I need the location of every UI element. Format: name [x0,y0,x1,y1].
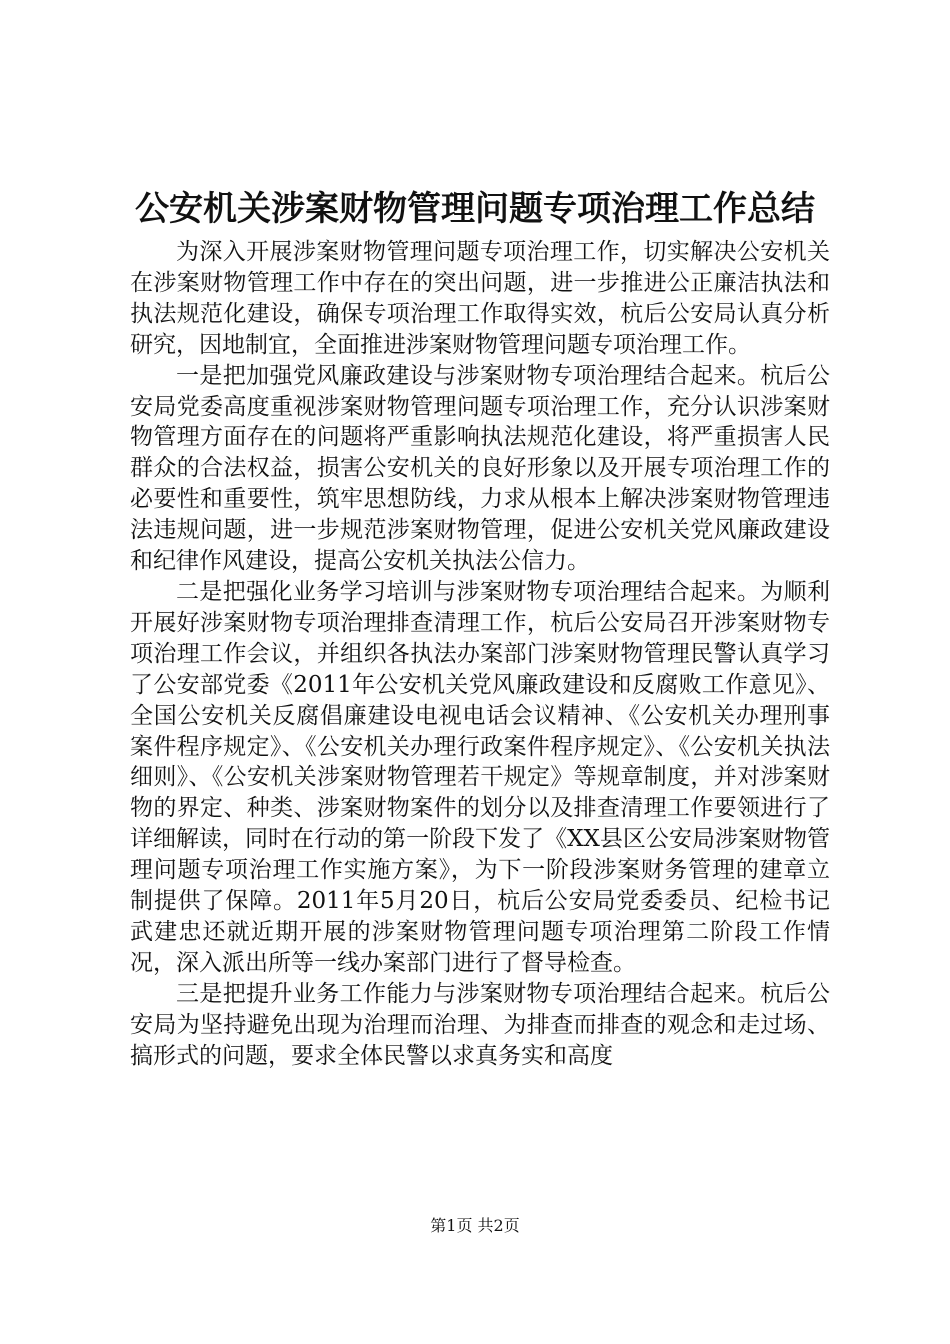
document-body [130,237,830,1071]
paragraph-intro: 为深入开展涉案财物管理问题专项治理工作，切实解决公安机关在涉案财物管理工作中存在的突出问题，进一步推进公正廉洁执法和执法规范化建设，确保专项治理工作取得实效，杭后公安局认真分析研究，因地制宜，全面推进涉案财物管理问题专项治理工作。 [130,239,830,358]
page-number-footer: 第1页 共2页 [430,1216,520,1235]
paragraph-point-two: 二是把强化业务学习培训与涉案财物专项治理结合起来。为顺利开展好涉案财物专项治理排查清理工作，杭后公安局召开涉案财物专项治理工作会议，并组织各执法办案部门涉案财物管理民警认真学习了公安部党委《2011年公安机关党风廉政建设和反腐败工作意见》、全国公安机关反腐倡廉建设电视电话会议精神、《公安机关办理刑事案件程序规定》、《公安机关办理行政案件程序规定》、《公安机关执法细则》、《公安机关涉案财物管理若干规定》等规章制度，并对涉案财物的界定、种类、涉案财物案件的划分以及排查清理工作要领进行了详细解读，同时在行动的第一阶段下发了《XX县区公安局涉案财物管理问题专项治理工作实施方案》，为下一阶段涉案财务管理的建章立制提供了保障。2011年5月20日，杭后公安局党委委员、纪检书记武建忠还就近期开展的涉案财物管理问题专项治理第二阶段工作情况，深入派出所等一线办案部门进行了督导检查。 [130,578,830,976]
document-title: 公安机关涉案财物管理问题专项治理工作总结 [135,189,815,229]
paragraph-point-three: 三是把提升业务工作能力与涉案财物专项治理结合起来。杭后公安局为坚持避免出现为治理而治理、为排查而排查的观念和走过场、搞形式的问题，要求全体民警以求真务实和高度 [130,980,830,1069]
paragraph-point-one: 一是把加强党风廉政建设与涉案财物专项治理结合起来。杭后公安局党委高度重视涉案财物管理问题专项治理工作，充分认识涉案财物管理方面存在的问题将严重影响执法规范化建设，将严重损害人民群众的合法权益，损害公安机关的良好形象以及开展专项治理工作的必要性和重要性，筑牢思想防线，力求从根本上解决涉案财物管理违法违规问题，进一步规范涉案财物管理，促进公安机关党风廉政建设和纪律作风建设，提高公安机关执法公信力。 [130,362,830,575]
